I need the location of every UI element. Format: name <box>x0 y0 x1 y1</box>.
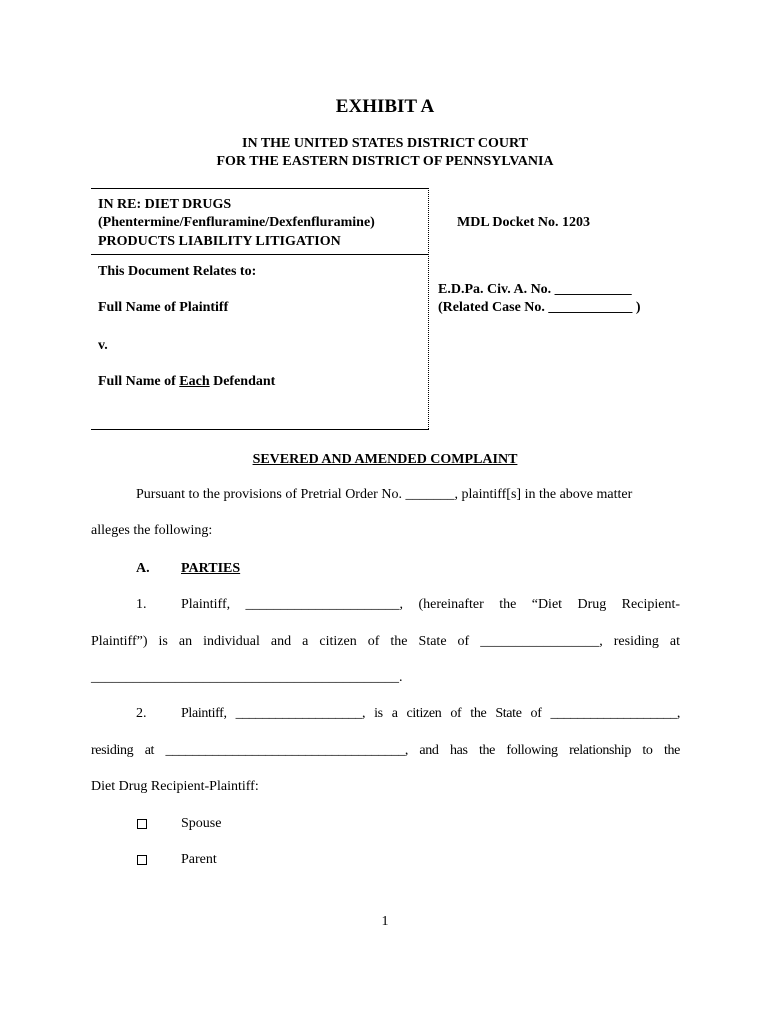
paragraph-2-line-2: residing at ____________________________________, and has the following relationship to the <box>91 743 680 758</box>
caption-bottom-rule <box>91 429 429 430</box>
complaint-title: SEVERED AND AMENDED COMPLAINT <box>252 452 518 467</box>
parent-checkbox[interactable] <box>137 855 147 865</box>
caption-top-rule <box>91 188 429 189</box>
intro-line-2: alleges the following: <box>91 523 213 538</box>
spouse-option-label: Spouse <box>181 816 222 831</box>
intro-line-1: Pursuant to the provisions of Pretrial Order No. _______, plaintiff[s] in the above matter <box>136 487 633 502</box>
caption-vertical-divider <box>428 188 429 429</box>
caption-defendant-each: Each <box>179 374 210 389</box>
paragraph-1-line-1: Plaintiff, ______________________, (hereinafter the “Diet Drug Recipient- <box>181 597 680 612</box>
section-letter: A. <box>136 561 150 576</box>
related-case-number: (Related Case No. ____________ ) <box>438 300 641 315</box>
caption-in-re-line-3: PRODUCTS LIABILITY LITIGATION <box>98 234 341 249</box>
civil-action-number: E.D.Pa. Civ. A. No. ___________ <box>438 282 632 297</box>
caption-defendant-name <box>98 374 275 390</box>
section-title: PARTIES <box>181 561 241 576</box>
paragraph-1-line-2: Plaintiff”) is an individual and a citizen of the State of _________________, residing at <box>91 634 680 649</box>
caption-relates-to: This Document Relates to: <box>98 264 257 279</box>
caption-plaintiff-name: Full Name of Plaintiff <box>98 300 229 315</box>
paragraph-2-number: 2. <box>136 706 147 721</box>
caption-defendant-prefix: Full Name of <box>98 374 180 389</box>
spouse-checkbox[interactable] <box>137 819 147 829</box>
parent-option-label: Parent <box>181 852 217 867</box>
court-name-line-1: IN THE UNITED STATES DISTRICT COURT <box>242 136 528 151</box>
paragraph-1-number: 1. <box>136 597 147 612</box>
mdl-docket-number: MDL Docket No. 1203 <box>457 215 590 230</box>
caption-in-re-line-1: IN RE: DIET DRUGS <box>98 197 232 212</box>
paragraph-2-line-3: Diet Drug Recipient-Plaintiff: <box>91 779 259 794</box>
caption-versus: v. <box>98 338 108 353</box>
caption-middle-rule <box>91 254 429 255</box>
exhibit-title: EXHIBIT A <box>335 96 435 117</box>
caption-defendant-suffix: Defendant <box>209 374 276 389</box>
page-number: 1 <box>381 914 389 929</box>
caption-in-re-line-2: (Phentermine/Fenfluramine/Dexfenfluramine) <box>98 215 375 230</box>
paragraph-2-line-1: Plaintiff, ___________________, is a citizen of the State of ___________________, <box>181 706 680 721</box>
paragraph-1-line-3: ____________________________________________. <box>91 670 403 685</box>
court-name-line-2: FOR THE EASTERN DISTRICT OF PENNSYLVANIA <box>216 154 554 169</box>
